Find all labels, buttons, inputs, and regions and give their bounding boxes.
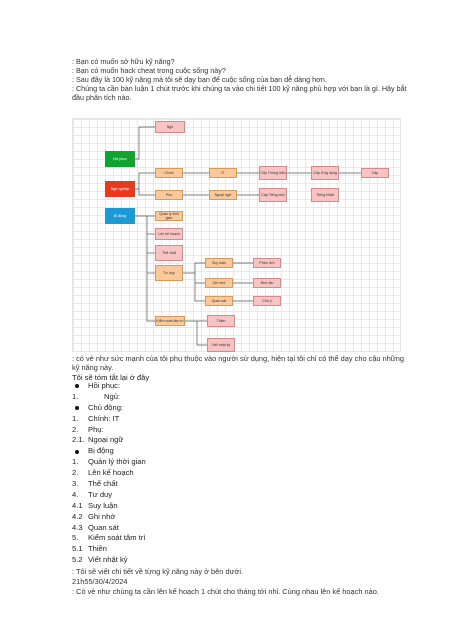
- node-kiem-soat-tam-tri: Kiểm soát tâm trí: [155, 316, 185, 326]
- node-tieng-anh: Cấp Tiếng anh: [259, 188, 287, 202]
- intro-line-1: : Bạn có muốn sở hữu kỹ năng?: [72, 57, 175, 66]
- summary-list: [72, 381, 146, 566]
- node-phan-tich: Phân tích: [253, 258, 281, 268]
- list-item: [72, 523, 146, 534]
- list-item: [72, 414, 146, 425]
- list-item-text: Thiền: [88, 544, 107, 554]
- summary-title: Tôi sẽ tóm tắt lại ở đây: [72, 373, 150, 382]
- intro-line-2: : Bạn có muốn hack cheat trong cuộc sống này?: [72, 66, 226, 75]
- list-item-text: Viết nhật ký: [88, 555, 128, 565]
- list-item: [72, 490, 146, 501]
- node-cap-1: Cấp Thông hiểu: [259, 166, 287, 180]
- node-hoi-phuc: Hồi phục: [105, 151, 135, 167]
- list-item-text: Hồi phục:: [88, 381, 121, 390]
- list-marker: 1.: [72, 413, 79, 423]
- list-item: [72, 425, 146, 436]
- list-item: [72, 381, 146, 392]
- after-diagram-text: : có vẻ như sức mạnh của tôi phụ thuộc vào người sử dụng, hiện tại tôi chỉ có thể dạy cho cậu những kỹ năng này.: [72, 354, 404, 372]
- node-it: IT: [209, 168, 237, 178]
- list-item-text: Lên kế hoạch: [88, 468, 134, 478]
- list-item-text: Chủ động:: [88, 402, 124, 412]
- list-item: [72, 533, 146, 544]
- list-item-text: Chính: IT: [88, 413, 120, 423]
- list-item-text: Tư duy: [88, 489, 113, 499]
- list-item-text: Quan sát: [88, 522, 119, 532]
- list-item: [72, 457, 146, 468]
- node-chu-y: Chú ý: [253, 296, 281, 306]
- node-quan-ly-thoi-gian: Quản lý thời gian: [155, 211, 183, 221]
- bullet-icon: [75, 384, 79, 388]
- node-viet-nhat-ky: Viết nhật ký: [207, 338, 235, 352]
- node-cap-2: Cấp Ứng dụng: [311, 166, 339, 180]
- list-item: [72, 446, 146, 457]
- list-marker: 4.: [72, 489, 79, 499]
- closing-line-1: : Tôi sẽ viết chi tiết về từng kỹ năng này ở bên dưới.: [72, 567, 244, 576]
- list-item: [72, 392, 146, 403]
- list-item: [72, 468, 146, 479]
- list-item-text: Ngoại ngữ: [88, 435, 124, 445]
- list-marker: 1.: [72, 457, 79, 467]
- list-marker: 2.: [72, 468, 79, 478]
- node-bi-dong: Bị động: [105, 208, 135, 224]
- node-ngoai-ngu: Ngoại ngữ: [209, 190, 237, 200]
- node-ghi-nho: Ghi nhớ: [205, 278, 233, 288]
- closing-date: 21h55/30/4/2024: [72, 577, 128, 586]
- list-item-text: Bị động: [88, 446, 114, 456]
- node-len-ke-hoach: Lên kế hoạch: [155, 228, 183, 240]
- node-tu-duy: Tư duy: [155, 265, 183, 281]
- list-marker: 5.2: [72, 555, 83, 565]
- list-marker: 2.1.: [72, 435, 85, 445]
- skill-tree-diagram: [72, 118, 401, 352]
- list-item: [72, 479, 146, 490]
- list-item-text: Suy luận: [88, 500, 118, 510]
- node-nho-lau: Nhớ lâu: [253, 278, 281, 288]
- node-cap-3: Cấp: [361, 168, 389, 178]
- intro-line-4: : Chúng ta cần bàn luận 1 chút trước khi chúng ta vào chi tiết 100 kỹ năng phù hợp với bạn là gì. Hãy bắt đầu phân tích nào.: [72, 84, 407, 102]
- node-phu: Phụ: [155, 190, 183, 200]
- node-ngu: Ngủ: [155, 121, 185, 133]
- intro-line-3: : Sau đây là 100 kỹ năng mà tôi sẽ dạy bạn để cuộc sống của bạn dễ dàng hơn.: [72, 75, 327, 84]
- list-marker: 5.1: [72, 544, 83, 554]
- list-item-text: Ngủ:: [104, 391, 121, 401]
- list-item: [72, 544, 146, 555]
- list-item: [72, 403, 146, 414]
- list-marker: 5.: [72, 533, 79, 543]
- list-item-text: Thể chất: [88, 479, 118, 489]
- list-marker: 3.: [72, 479, 79, 489]
- bullet-icon: [75, 406, 79, 410]
- list-item: [72, 512, 146, 523]
- list-item: [72, 501, 146, 512]
- list-item-text: Kiểm soát tâm trí: [88, 533, 146, 543]
- list-item: [72, 555, 146, 566]
- closing-line-3: : Có vẻ như chúng ta cần lên kế hoạch 1 chút cho tháng tới nhỉ. Cùng nhau lên kế hoạch nào.: [72, 587, 379, 596]
- node-chu-dong: Ngủ nghiệp: [105, 181, 135, 197]
- node-suy-luan: Suy luận: [205, 258, 233, 268]
- list-item-text: Quản lý thời gian: [88, 457, 146, 467]
- list-item: [72, 435, 146, 446]
- node-quan-sat: Quan sát: [205, 296, 233, 306]
- list-marker: 4.2: [72, 511, 83, 521]
- list-marker: 1.: [72, 391, 79, 401]
- list-marker: 2.: [72, 424, 79, 434]
- node-tieng-nhat: Tiếng Nhật: [311, 188, 339, 202]
- bullet-icon: [75, 450, 79, 454]
- node-the-chat: Thể chất: [155, 245, 183, 261]
- list-marker: 4.3: [72, 522, 83, 532]
- node-thien: Thiền: [207, 315, 235, 327]
- list-item-text: Phụ:: [88, 424, 104, 434]
- node-chinh: Chính: [155, 168, 183, 178]
- list-marker: 4.1: [72, 500, 83, 510]
- list-item-text: Ghi nhớ: [88, 511, 116, 521]
